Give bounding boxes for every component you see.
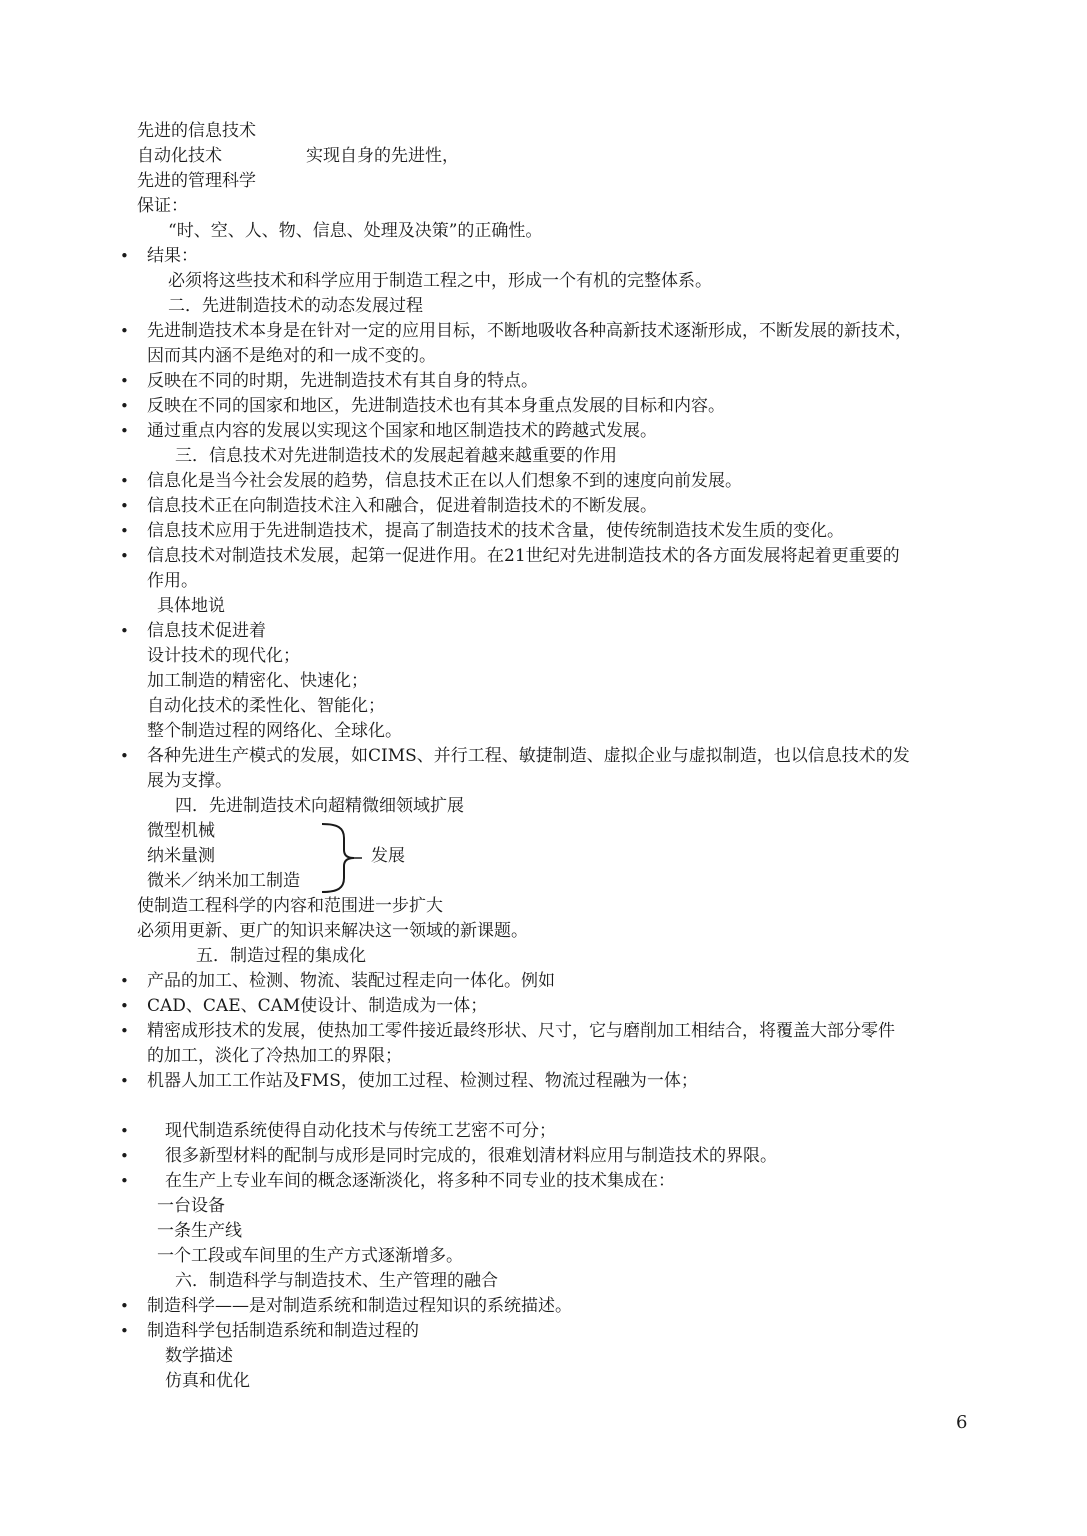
text-line: 微型机械 — [147, 821, 215, 841]
text-line: 必须将这些技术和科学应用于制造工程之中，形成一个有机的完整体系。 — [168, 271, 712, 291]
brace-bracket — [316, 820, 364, 896]
text-line: 加工制造的精密化、快速化； — [147, 671, 368, 691]
text-line: 现代制造系统使得自动化技术与传统工艺密不可分； — [165, 1121, 556, 1141]
bullet-marker: • — [120, 372, 129, 390]
text-line: “时、空、人、物、信息、处理及决策”的正确性。 — [168, 221, 543, 241]
text-line: 必须用更新、更广的知识来解决这一领域的新课题。 — [137, 921, 528, 941]
text-line: 精密成形技术的发展，使热加工零件接近最终形状、尺寸，它与磨削加工相结合，将覆盖大部分零件 — [147, 1021, 895, 1041]
text-line: 信息技术促进着 — [147, 621, 266, 641]
text-line: 信息技术对制造技术发展，起第一促进作用。在21世纪对先进制造技术的各方面发展将起着更重要的 — [147, 546, 900, 566]
bullet-marker: • — [120, 522, 129, 540]
text-line: 先进的信息技术 — [137, 121, 256, 141]
text-line: 微米／纳米加工制造 — [147, 871, 300, 891]
text-line: 四．先进制造技术向超精微细领域扩展 — [175, 796, 464, 816]
text-line: 在生产上专业车间的概念逐渐淡化，将多种不同专业的技术集成在： — [165, 1171, 675, 1191]
text-line: 信息技术正在向制造技术注入和融合，促进着制造技术的不断发展。 — [147, 496, 657, 516]
text-line: 信息化是当今社会发展的趋势，信息技术正在以人们想象不到的速度向前发展。 — [147, 471, 742, 491]
bullet-marker: • — [120, 547, 129, 565]
text-line: 三．信息技术对先进制造技术的发展起着越来越重要的作用 — [175, 446, 617, 466]
bullet-marker: • — [120, 622, 129, 640]
text-line: 信息技术应用于先进制造技术，提高了制造技术的技术含量，使传统制造技术发生质的变化。 — [147, 521, 844, 541]
text-line: 二．先进制造技术的动态发展过程 — [168, 296, 423, 316]
bullet-marker: • — [120, 322, 129, 340]
bullet-marker: • — [120, 472, 129, 490]
text-line: 发展 — [371, 846, 405, 866]
bullet-marker: • — [120, 247, 129, 265]
text-line: 先进制造技术本身是在针对一定的应用目标，不断地吸收各种高新技术逐渐形成，不断发展的新技术， — [147, 321, 912, 341]
bullet-marker: • — [120, 747, 129, 765]
text-line: 产品的加工、检测、物流、装配过程走向一体化。例如 — [147, 971, 555, 991]
bullet-marker: • — [120, 972, 129, 990]
text-line: 结果： — [147, 246, 198, 266]
text-line: 制造科学包括制造系统和制造过程的 — [147, 1321, 419, 1341]
text-line: 自动化技术 — [137, 146, 222, 166]
page-number: 6 — [956, 1412, 968, 1433]
bullet-marker: • — [120, 1172, 129, 1190]
text-line: 实现自身的先进性， — [306, 146, 459, 166]
bullet-marker: • — [120, 1072, 129, 1090]
text-line: 五．制造过程的集成化 — [196, 946, 366, 966]
text-line: 反映在不同的国家和地区，先进制造技术也有其本身重点发展的目标和内容。 — [147, 396, 725, 416]
text-line: 六．制造科学与制造技术、生产管理的融合 — [175, 1271, 498, 1291]
bullet-marker: • — [120, 497, 129, 515]
text-line: 仿真和优化 — [165, 1371, 250, 1391]
text-line: 制造科学——是对制造系统和制造过程知识的系统描述。 — [147, 1296, 572, 1316]
text-line: 先进的管理科学 — [137, 171, 256, 191]
text-line: 设计技术的现代化； — [147, 646, 300, 666]
text-line: 整个制造过程的网络化、全球化。 — [147, 721, 402, 741]
text-line: 使制造工程科学的内容和范围进一步扩大 — [137, 896, 443, 916]
bullet-marker: • — [120, 1297, 129, 1315]
bullet-marker: • — [120, 1122, 129, 1140]
text-line: CAD、CAE、CAM使设计、制造成为一体； — [147, 996, 488, 1016]
bullet-marker: • — [120, 1322, 129, 1340]
text-line: 很多新型材料的配制与成形是同时完成的，很难划清材料应用与制造技术的界限。 — [165, 1146, 777, 1166]
text-line: 数学描述 — [165, 1346, 233, 1366]
bullet-marker: • — [120, 1022, 129, 1040]
text-line: 因而其内涵不是绝对的和一成不变的。 — [147, 346, 436, 366]
text-line: 机器人加工工作站及FMS，使加工过程、检测过程、物流过程融为一体； — [147, 1071, 698, 1091]
text-line: 反映在不同的时期，先进制造技术有其自身的特点。 — [147, 371, 538, 391]
bullet-marker: • — [120, 422, 129, 440]
text-line: 具体地说 — [157, 596, 225, 616]
bullet-marker: • — [120, 997, 129, 1015]
text-line: 一台设备 — [157, 1196, 225, 1216]
text-line: 各种先进生产模式的发展，如CIMS、并行工程、敏捷制造、虚拟企业与虚拟制造，也以信息技术的发 — [147, 746, 910, 766]
text-line: 的加工，淡化了冷热加工的界限； — [147, 1046, 402, 1066]
text-line: 自动化技术的柔性化、智能化； — [147, 696, 385, 716]
text-line: 纳米量测 — [147, 846, 215, 866]
bullet-marker: • — [120, 1147, 129, 1165]
text-line: 作用。 — [147, 571, 198, 591]
text-line: 保证： — [137, 196, 188, 216]
text-line: 展为支撑。 — [147, 771, 232, 791]
bullet-marker: • — [120, 397, 129, 415]
text-line: 一条生产线 — [157, 1221, 242, 1241]
text-line: 通过重点内容的发展以实现这个国家和地区制造技术的跨越式发展。 — [147, 421, 657, 441]
text-line: 一个工段或车间里的生产方式逐渐增多。 — [157, 1246, 463, 1266]
